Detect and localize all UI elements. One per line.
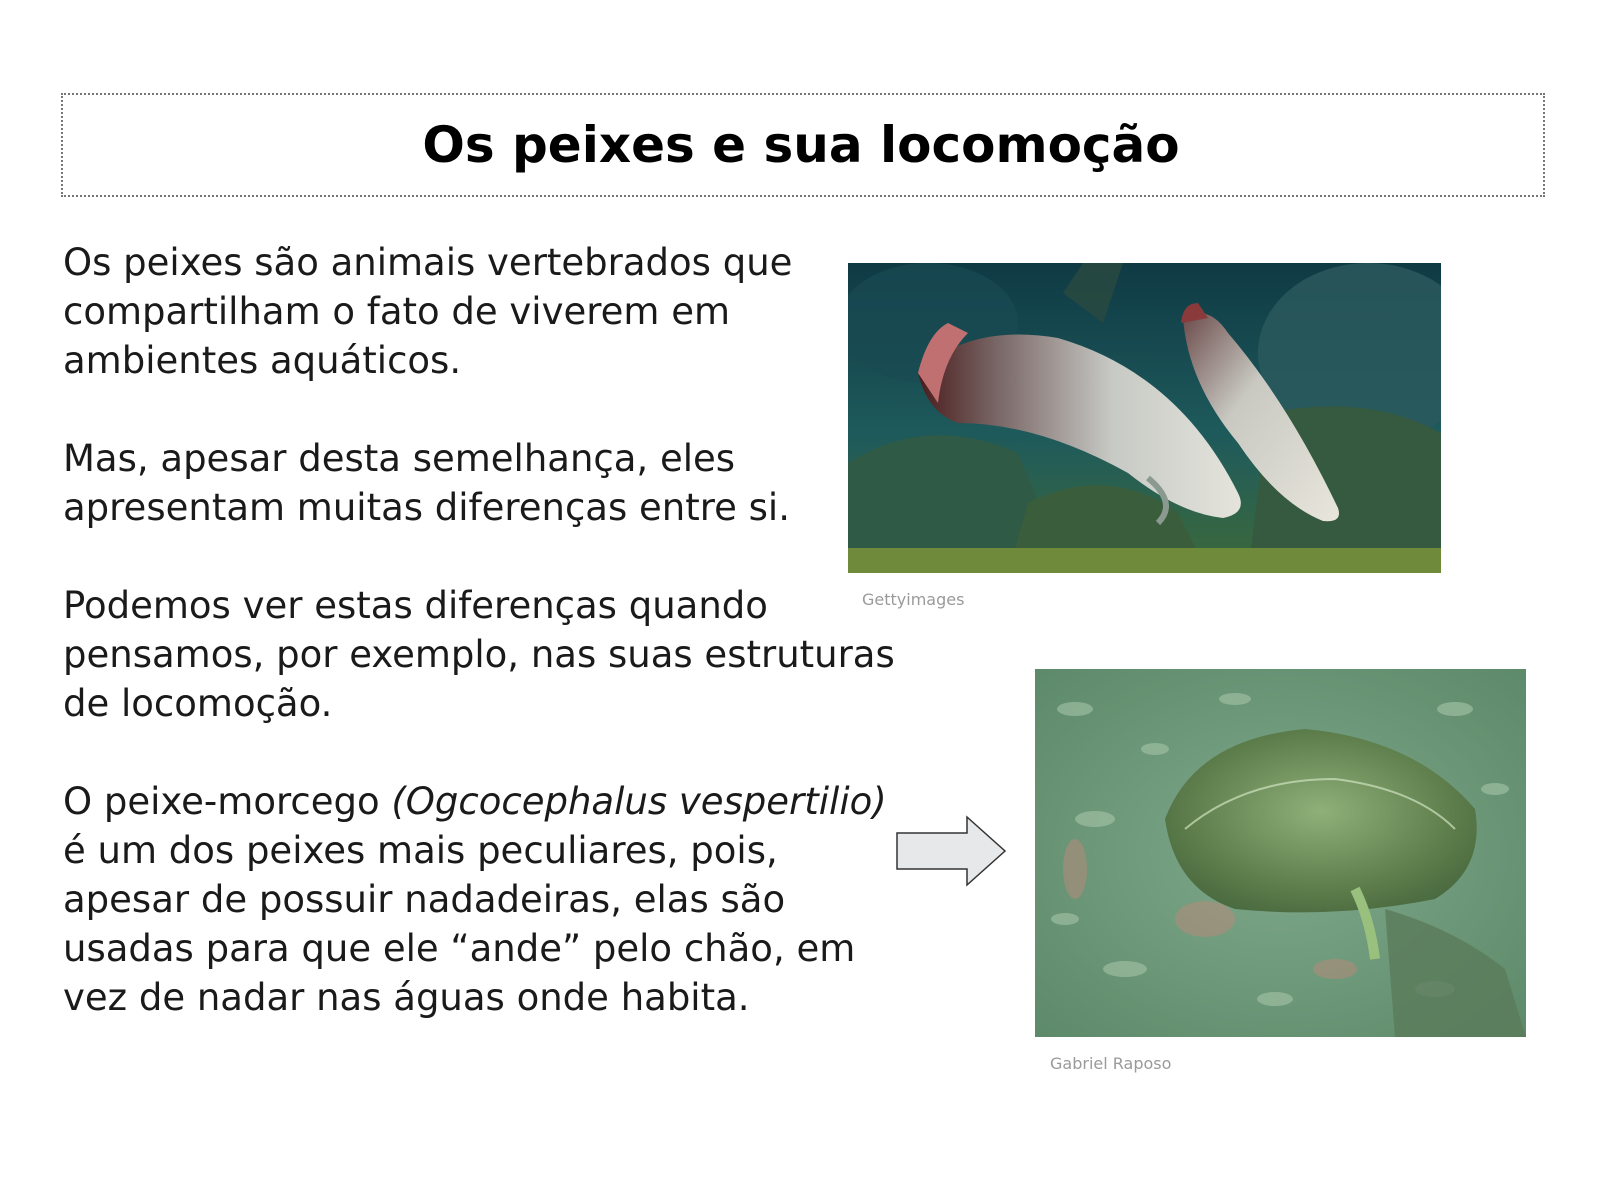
page-title: Os peixes e sua locomoção (422, 116, 1180, 174)
paragraph-2: Mas, apesar desta semelhança, eles apresentam muitas diferenças entre si. (63, 437, 790, 529)
paragraph-1: Os peixes são animais vertebrados que compartilham o fato de viverem em ambientes aquáticos. (63, 241, 793, 382)
body-text (63, 238, 913, 1022)
scientific-name: (Ogcocephalus vespertilio) (391, 780, 887, 823)
paragraph-4 (63, 777, 913, 1022)
image-credit-2: Gabriel Raposo (1050, 1054, 1172, 1073)
batfish-photo (1035, 669, 1526, 1037)
image-credit-1: Gettyimages (862, 590, 965, 609)
title-box (61, 93, 1545, 197)
fish-aquarium-photo (848, 263, 1441, 573)
paragraph-4-end: é um dos peixes mais peculiares, pois, apesar de possuir nadadeiras, elas são usadas para que ele “ande” pelo chão, em vez de nadar nas águas onde habita. (63, 829, 856, 1019)
paragraph-3: Podemos ver estas diferenças quando pensamos, por exemplo, nas suas estruturas de locomoção. (63, 584, 895, 725)
arrow-right-icon (895, 815, 1007, 887)
paragraph-4-start: O peixe-morcego (63, 780, 392, 823)
